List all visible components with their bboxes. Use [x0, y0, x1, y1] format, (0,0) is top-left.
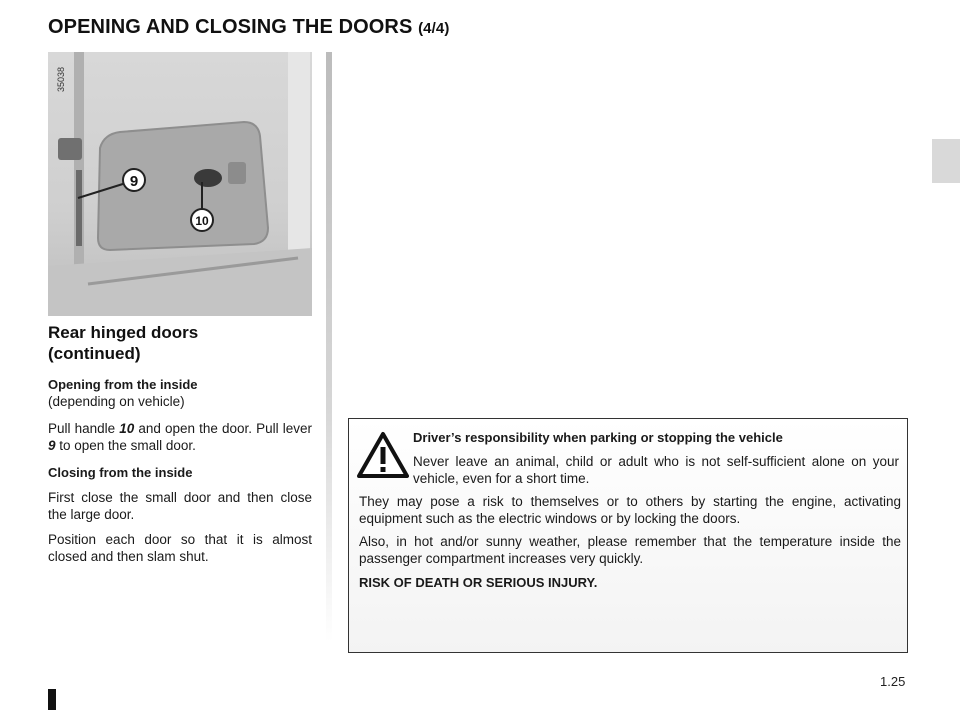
opening-text-b: and open the door. Pull lever: [134, 421, 312, 436]
closing-paragraph-1: First close the small door and then close the large door.: [48, 490, 312, 522]
warning-paragraph-4: RISK OF DEATH OR SERIOUS INJURY.: [359, 575, 598, 590]
page-number: 1.25: [880, 674, 906, 689]
warning-paragraph-2: They may pose a risk to themselves or to others by starting the engine, activating equipment such as the electric windows or by locking the doors.: [359, 494, 901, 526]
page-corner-mark: [48, 689, 56, 710]
warning-triangle-icon: [357, 431, 409, 479]
chapter-tab-marker: [932, 139, 960, 183]
small-door-lever: [76, 170, 82, 246]
callout-10-label: 10: [195, 214, 209, 228]
opening-from-inside-block: [48, 376, 312, 454]
door-trim-panel: [98, 122, 268, 250]
section-heading-line2: (continued): [48, 344, 141, 363]
closing-subhead: Closing from the inside: [48, 465, 193, 480]
figure-reference-number: 35038: [56, 66, 66, 92]
section-heading: [48, 322, 318, 364]
rear-door-illustration: [48, 52, 312, 316]
opening-text-c: to open the small door.: [55, 438, 196, 453]
lever-ref: 9: [48, 438, 56, 453]
handle-ref: 10: [119, 421, 135, 436]
warning-box: [348, 418, 908, 653]
handle-bezel: [228, 162, 246, 184]
door-handle: [194, 169, 222, 187]
opening-subhead: Opening from the inside: [48, 377, 198, 392]
closing-from-inside-block: [48, 464, 312, 565]
section-heading-line1: Rear hinged doors: [48, 323, 199, 342]
opening-instructions: [48, 420, 312, 454]
warning-paragraph-3: Also, in hot and/or sunny weather, please remember that the temperature inside the passenger compartment increases very quickly.: [359, 534, 901, 566]
warning-title: Driver’s responsibility when parking or stopping the vehicle: [413, 430, 783, 445]
rear-door-interior-photo: [48, 52, 312, 316]
hinge-bracket: [58, 138, 82, 160]
page-title: [48, 16, 449, 39]
opening-note: (depending on vehicle): [48, 394, 185, 409]
page-part-indicator: (4/4): [418, 20, 450, 37]
page-title-text: OPENING AND CLOSING THE DOORS: [48, 16, 413, 38]
warning-paragraph-1: Never leave an animal, child or adult who is not self-sufficient alone on your vehicle, even for a short time.: [413, 454, 899, 486]
column-divider: [326, 52, 332, 642]
closing-paragraph-2: Position each door so that it is almost closed and then slam shut.: [48, 532, 312, 564]
callout-9-label: 9: [129, 173, 139, 190]
opening-text-a: Pull handle: [48, 421, 120, 436]
door-sill: [48, 248, 312, 316]
